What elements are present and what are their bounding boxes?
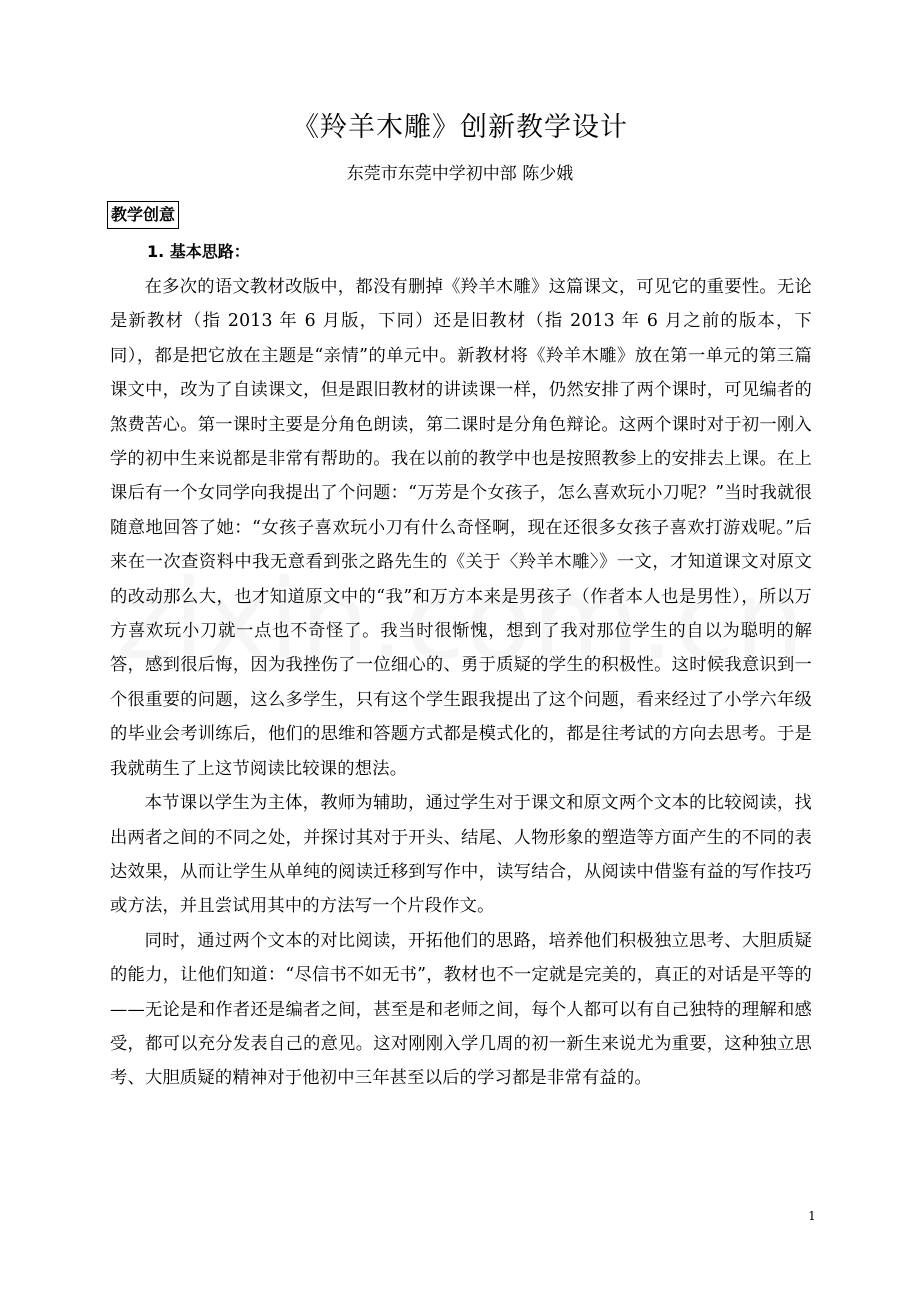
body-text (110, 270, 812, 1096)
paragraph-2: 本节课以学生为主体，教师为辅助，通过学生对于课文和原文两个文本的比较阅读，找出两者之间的不同之处，并探讨其对于开头、结尾、人物形象的塑造等方面产生的不同的表达效果，从而让学生从单纯的阅读迁移到写作中，读写结合，从阅读中借鉴有益的写作技巧或方法，并且尝试用其中的方法写一个片段作文。 (110, 793, 812, 917)
paragraph-3: 同时，通过两个文本的对比阅读，开拓他们的思路，培养他们积极独立思考、大胆质疑的能力，让他们知道：“尽信书不如无书”，教材也不一定就是完美的，真正的对话是平等的——无论是和作者还是编者之间，甚至是和老师之间，每个人都可以有自己独特的理解和感受，都可以充分发表自己的意见。这对刚刚入学几周的初一新生来说尤为重要，这种独立思考、大胆质疑的精神对于他初中三年甚至以后的学习都是非常有益的。 (110, 930, 812, 1089)
document-title: 《羚羊木雕》创新教学设计 (292, 112, 628, 143)
author-line: 东莞市东莞中学初中部 陈少娥 (346, 164, 574, 184)
paragraph-1: 在多次的语文教材改版中，都没有删掉《羚羊木雕》这篇课文，可见它的重要性。无论是新教材（指 2013 年 6 月版，下同）还是旧教材（指 2013 年 6 月之前的版本，下同），都是把它放在主题是“亲情”的单元中。新教材将《羚羊木雕》放在第一单元的第三篇课文中，改为了自读课文，但是跟旧教材的讲读课一样，仍然安排了两个课时，可见编者的煞费苦心。第一课时主要是分角色朗读，第二课时是分角色辩论。这两个课时对于初一刚入学的初中生来说都是非常有帮助的。我在以前的教学中也是按照教参上的安排去上课。在上课后有一个女同学向我提出了个问题：“万芳是个女孩子，怎么喜欢玩小刀呢？”当时我就很随意地回答了她：“女孩子喜欢玩小刀有什么奇怪啊，现在还很多女孩子喜欢打游戏呢。”后来在一次查资料中我无意看到张之路先生的《关于〈羚羊木雕〉》一文，才知道课文对原文的改动那么大，也才知道原文中的“我”和万方本来是男孩子（作者本人也是男性），所以万方喜欢玩小刀就一点也不奇怪了。我当时很惭愧，想到了我对那位学生的自以为聪明的解答，感到很后悔，因为我挫伤了一位细心的、勇于质疑的学生的积极性。这时候我意识到一个很重要的问题，这么多学生，只有这个学生跟我提出了这个问题，看来经过了小学六年级的毕业会考训练后，他们的思维和答题方式都是模式化的，都是往考试的方向去思考。于是我就萌生了上这节阅读比较课的想法。 (110, 277, 812, 779)
section-heading-box: 教学创意 (107, 201, 179, 229)
page-number: 1 (808, 1209, 816, 1223)
subheading: 1. 基本思路： (147, 242, 250, 261)
